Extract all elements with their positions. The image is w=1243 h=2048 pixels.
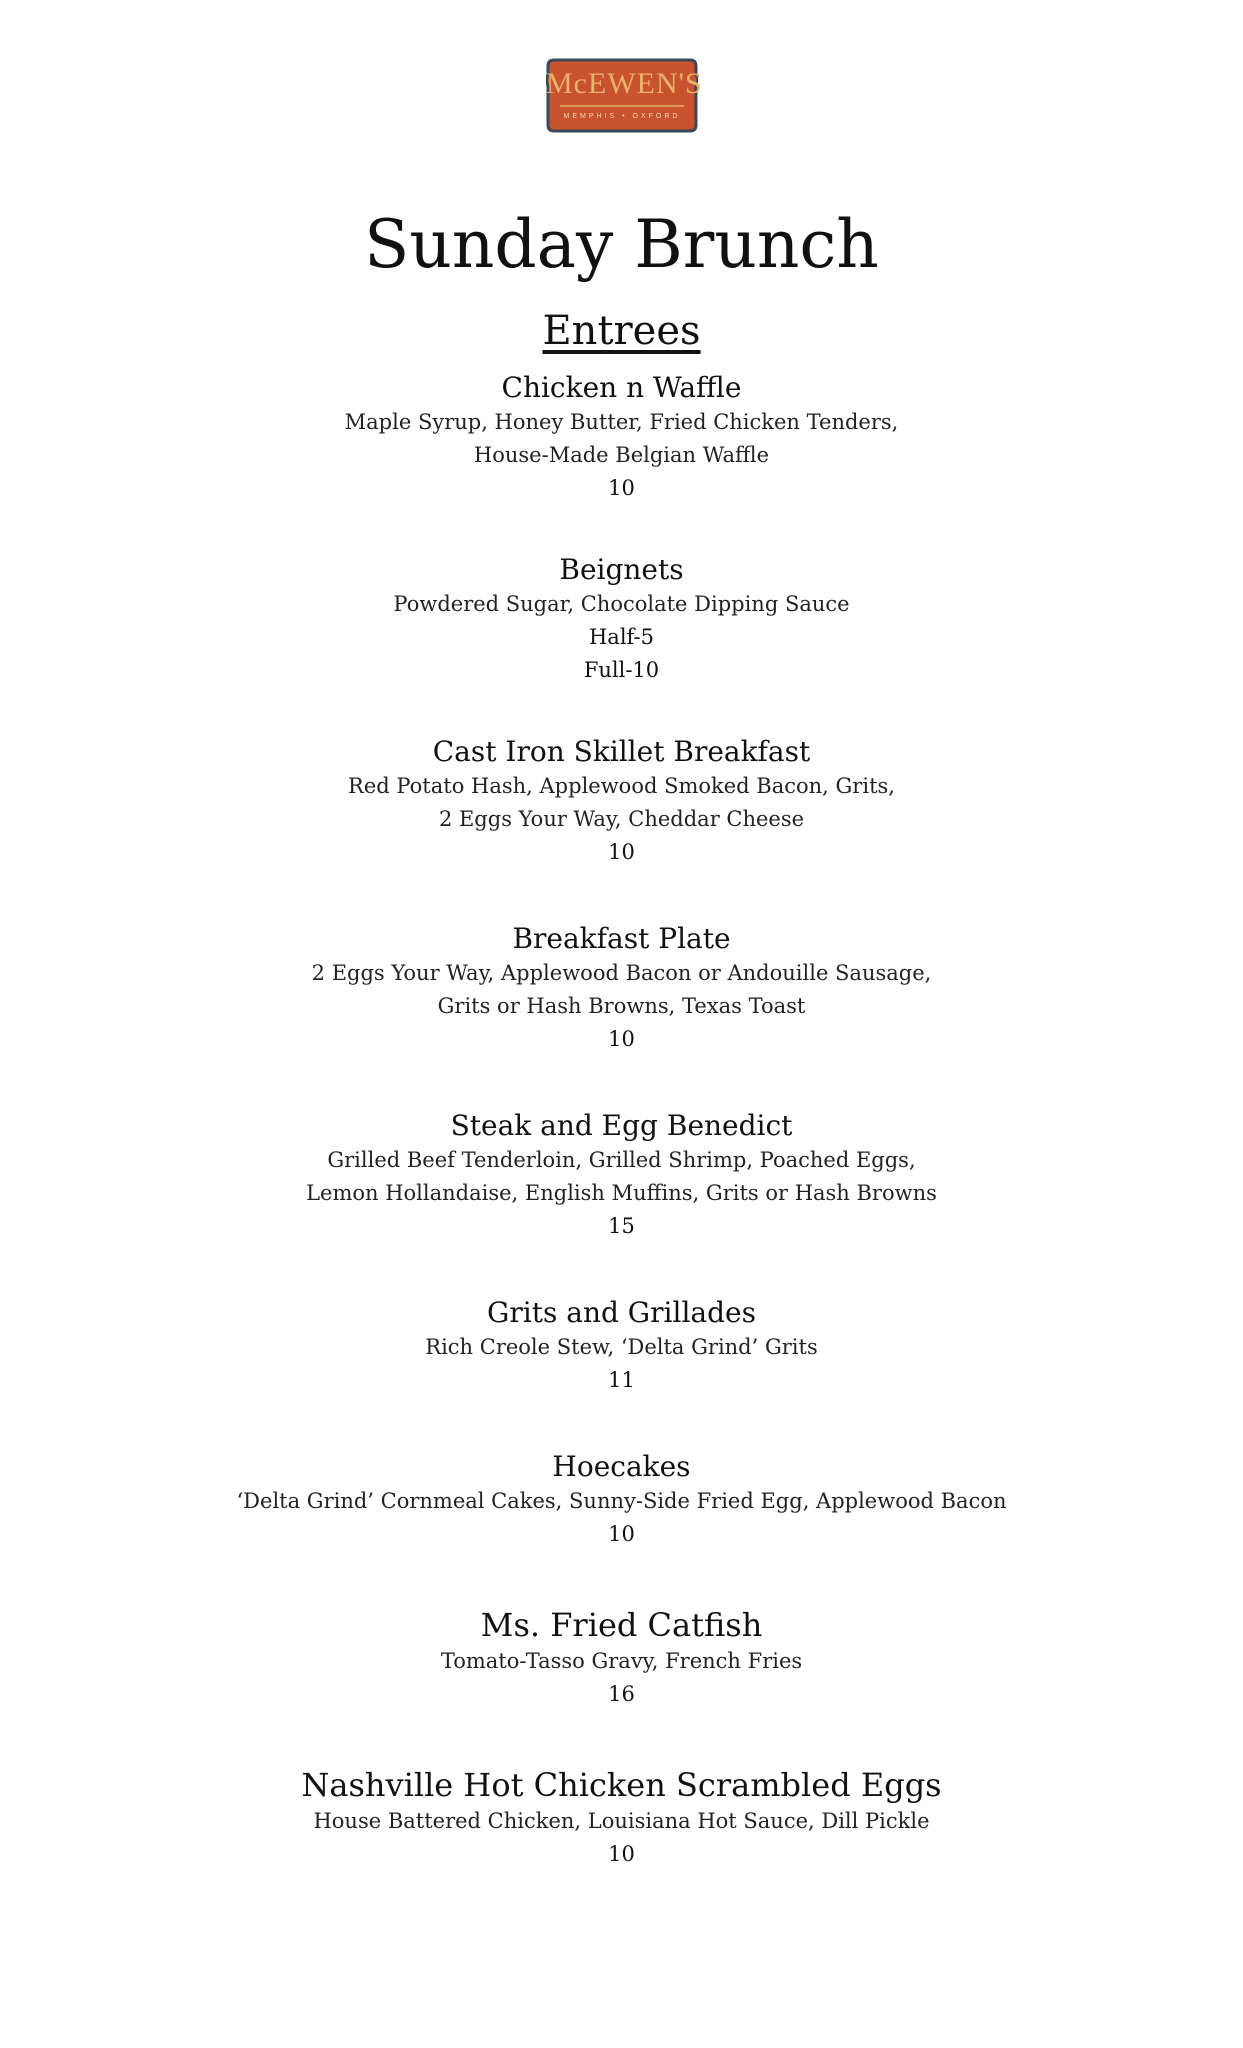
item-price: 15 [608,1214,635,1238]
item-description: Rich Creole Stew, ‘Delta Grind’ Grits [425,1335,818,1359]
item-name: Ms. Fried Catfish [480,1606,763,1644]
menu-item-nashville-hot-chicken-scrambled-eggs [0,1765,1243,1871]
item-name: Breakfast Plate [512,922,731,955]
item-price: 10 [608,840,635,864]
menu-item-steak-and-egg-benedict [0,1108,1243,1243]
item-description: House-Made Belgian Waffle [473,443,770,467]
item-name: Chicken n Waffle [501,371,742,404]
item-price: 10 [608,1842,635,1866]
item-name: Grits and Grillades [487,1296,756,1329]
item-description: Grilled Beef Tenderloin, Grilled Shrimp, Poached Eggs, [327,1148,916,1172]
item-description: Lemon Hollandaise, English Muffins, Grits or Hash Browns [306,1181,937,1205]
item-description: 2 Eggs Your Way, Cheddar Cheese [438,807,805,831]
item-description: Tomato-Tasso Gravy, French Fries [440,1649,803,1673]
item-description: Maple Syrup, Honey Butter, Fried Chicken Tenders, [344,410,899,434]
item-price: 10 [608,476,635,500]
item-description: Powdered Sugar, Chocolate Dipping Sauce [393,592,850,616]
item-price-full: Full-10 [583,658,660,682]
item-price-half: Half-5 [588,625,655,649]
item-price: 11 [608,1368,635,1392]
restaurant-logo [546,58,703,133]
section-heading: Entrees [542,308,701,354]
menu-item-beignets [0,552,1243,687]
item-name: Steak and Egg Benedict [450,1109,793,1142]
item-description: Red Potato Hash, Applewood Smoked Bacon, Grits, [348,774,895,798]
logo-locations: MEMPHIS • OXFORD [563,113,681,120]
item-description: ‘Delta Grind’ Cornmeal Cakes, Sunny-Side Fried Egg, Applewood Bacon [236,1489,1007,1513]
item-name: Nashville Hot Chicken Scrambled Eggs [301,1766,942,1804]
item-description: House Battered Chicken, Louisiana Hot Sauce, Dill Pickle [313,1809,930,1833]
menu-item-hoecakes [0,1449,1243,1551]
item-name: Beignets [559,553,684,586]
item-price: 10 [608,1027,635,1051]
item-description: Grits or Hash Browns, Texas Toast [437,994,806,1018]
menu-item-cast-iron-skillet-breakfast [0,734,1243,869]
menu-item-chicken-n-waffle [0,370,1243,505]
logo-wordmark: McEWEN'S [546,67,703,100]
item-name: Hoecakes [552,1450,691,1483]
menu-item-breakfast-plate [0,921,1243,1056]
menu-item-ms-fried-catfish [0,1605,1243,1711]
item-name: Cast Iron Skillet Breakfast [432,735,811,768]
menu-item-grits-and-grillades [0,1295,1243,1397]
item-price: 10 [608,1522,635,1546]
page-title: Sunday Brunch [364,206,879,283]
item-description: 2 Eggs Your Way, Applewood Bacon or Andouille Sausage, [311,961,932,985]
item-price: 16 [608,1682,635,1706]
